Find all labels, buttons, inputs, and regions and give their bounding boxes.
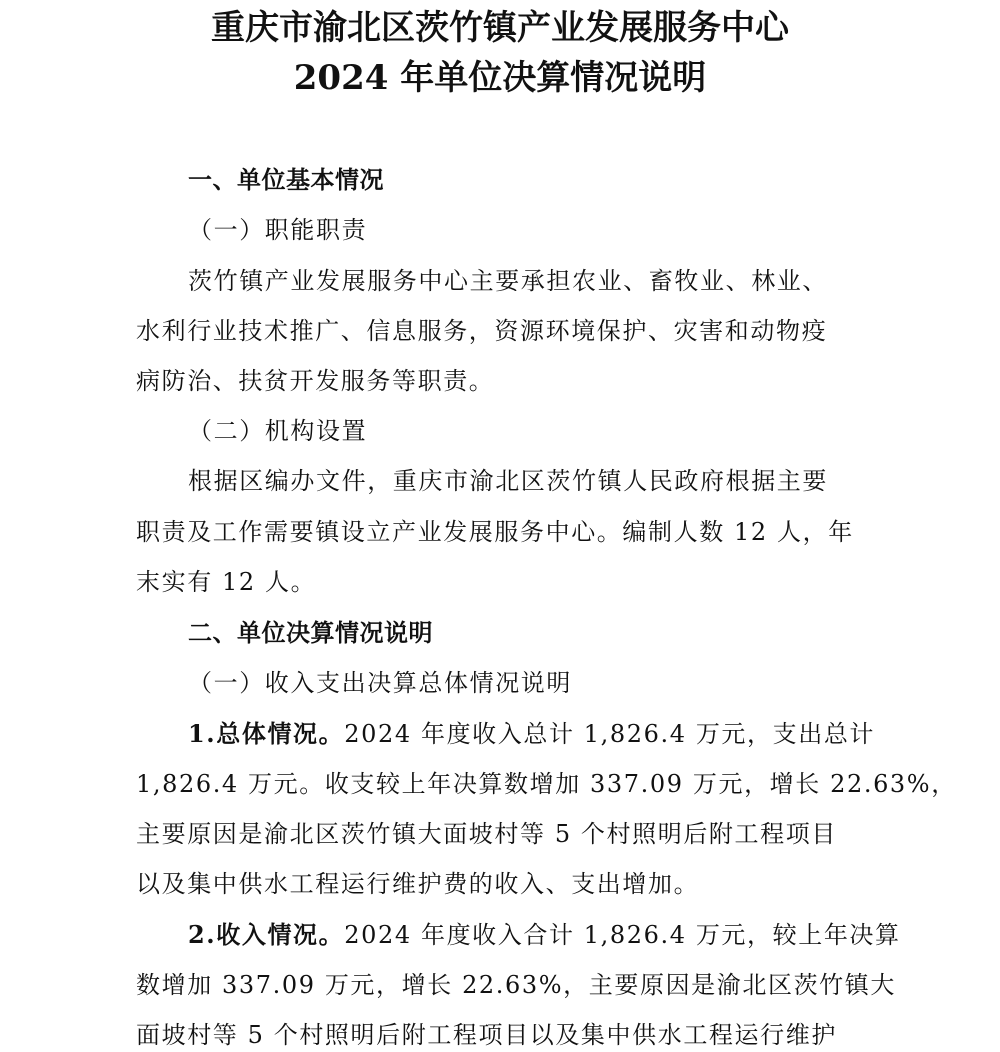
subheading-duties: （一）职能职责 (188, 216, 368, 244)
paragraph-line: 数增加 337.09 万元，增长 22.63%，主要原因是渝北区茨竹镇大 (136, 971, 896, 999)
document-title-line2: 2024 年单位决算情况说明 (293, 58, 707, 98)
paragraph-line: 主要原因是渝北区茨竹镇大面坡村等 5 个村照明后附工程项目 (136, 820, 837, 848)
subheading-organization: （二）机构设置 (188, 417, 368, 445)
section-heading-budget: 二、单位决算情况说明 (188, 618, 433, 647)
paragraph-line: 末实有 12 人。 (136, 568, 317, 596)
paragraph-line: 面坡村等 5 个村照明后附工程项目以及集中供水工程运行维护 (136, 1021, 837, 1049)
paragraph-line: 1,826.4 万元。收支较上年决算数增加 337.09 万元，增长 22.63%， (136, 770, 957, 798)
paragraph-line: 职责及工作需要镇设立产业发展服务中心。编制人数 12 人，年 (136, 518, 854, 546)
paragraph-line-overall (188, 717, 928, 751)
paragraph-line: 水利行业技术推广、信息服务，资源环境保护、灾害和动物疫 (136, 317, 828, 345)
section-heading-basic-info: 一、单位基本情况 (188, 165, 384, 194)
overall-text: 2024 年度收入总计 1,826.4 万元，支出总计 (344, 720, 876, 748)
overall-label: 1.总体情况。 (188, 719, 345, 748)
paragraph-line: 以及集中供水工程运行维护费的收入、支出增加。 (136, 870, 700, 898)
document-title-line1: 重庆市渝北区茨竹镇产业发展服务中心 (211, 8, 789, 48)
income-label: 2.收入情况。 (188, 920, 345, 949)
paragraph-line-income (188, 918, 928, 952)
paragraph-line: 茨竹镇产业发展服务中心主要承担农业、畜牧业、林业、 (188, 267, 828, 295)
income-text: 2024 年度收入合计 1,826.4 万元，较上年决算 (344, 921, 901, 949)
paragraph-line: 根据区编办文件，重庆市渝北区茨竹镇人民政府根据主要 (188, 467, 828, 495)
subheading-overall: （一）收入支出决算总体情况说明 (188, 669, 572, 697)
paragraph-line: 病防治、扶贫开发服务等职责。 (136, 367, 495, 395)
